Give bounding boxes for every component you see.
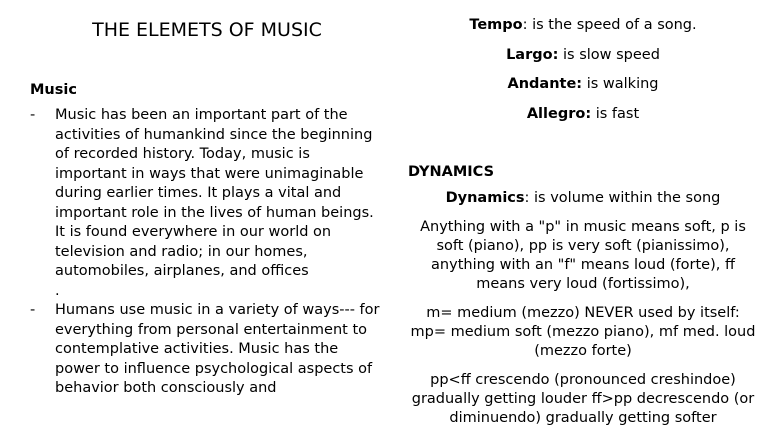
dynamics-mezzo-paragraph: m= medium (mezzo) NEVER used by itself: mp= medium soft (mezzo piano), mf med. loud (mezzo forte): [410, 304, 756, 359]
largo-def: is slow speed: [558, 46, 660, 63]
allegro-term: Allegro:: [526, 105, 592, 122]
music-bullet-list: [30, 106, 380, 399]
bullet-text: Music has been an important part of the activities of humankind since the beginning of recorded history. Today, music is important in ways that were unimaginable during earlier times. It plays a vital and important role in the lives of human beings. It is found everywhere in our world on television and radio; in our homes, automobiles, airplanes, and offices: [55, 107, 374, 279]
allegro-definition: [408, 105, 758, 124]
list-item: [30, 301, 380, 399]
dynamics-def: : is volume within the song: [524, 189, 721, 206]
tempo-definition: [408, 16, 758, 35]
largo-definition: [408, 46, 758, 65]
bullet-trailing-dot: .: [55, 282, 60, 299]
allegro-def: is fast: [591, 105, 640, 122]
dynamics-soft-loud-paragraph: Anything with a "p" in music means soft, p is soft (piano), pp is very soft (pianissimo), anything with an "f" means loud (forte), ff means very loud (fortissimo),: [420, 218, 746, 292]
dynamics-term: Dynamics: [445, 189, 525, 206]
list-item: [30, 106, 380, 301]
andante-def: is walking: [582, 76, 659, 92]
bullet-dash: -: [30, 107, 36, 123]
largo-term: Largo:: [506, 46, 559, 63]
andante-definition: [408, 75, 758, 94]
music-heading: Music: [30, 82, 77, 98]
dynamics-definition: [408, 189, 758, 208]
dynamics-crescendo-paragraph: pp<ff crescendo (pronounced creshindoe) gradually getting louder ff>pp decrescendo (or diminuendo) gradually getting softer: [411, 371, 755, 426]
tempo-def: : is the speed of a song.: [522, 17, 697, 33]
tempo-term: Tempo: [469, 17, 523, 33]
left-column: [30, 18, 380, 399]
bullet-text: Humans use music in a variety of ways--- for everything from personal entertainment to contemplative activities. Music has the power to influence psychological aspects of behavior both consciously and: [55, 302, 380, 396]
andante-term: Andante:: [507, 76, 583, 92]
page-title: THE ELEMETS OF MUSIC: [92, 19, 322, 41]
bullet-dash: -: [30, 302, 36, 318]
right-column: [408, 16, 758, 438]
dynamics-heading: DYNAMICS: [408, 163, 495, 180]
